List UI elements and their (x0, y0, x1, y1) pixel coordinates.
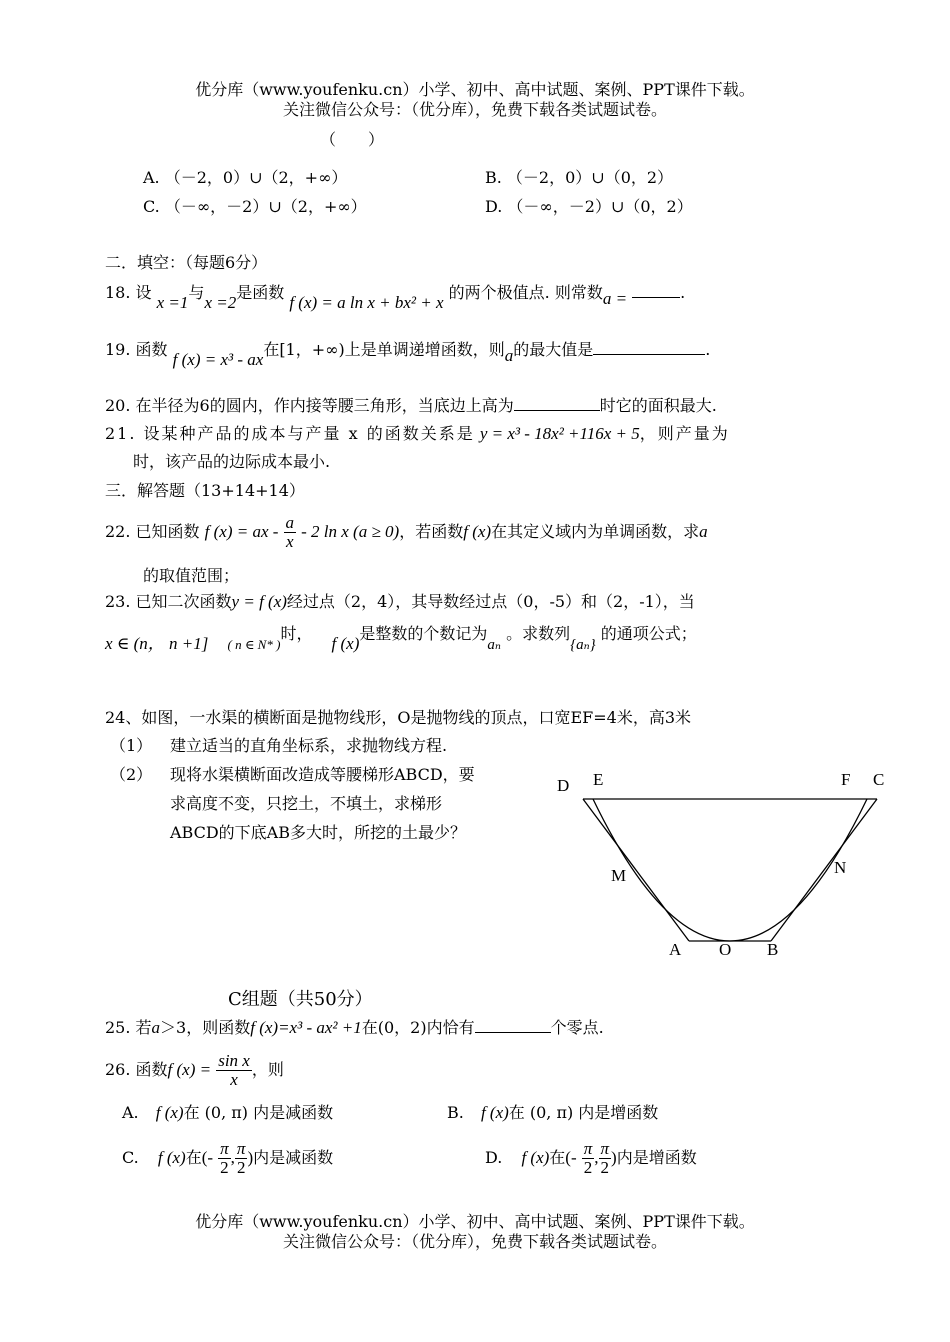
q24-part-1: 建立适当的直角坐标系，求抛物线方程. (170, 736, 448, 755)
q23-sequence: {aₙ} (570, 637, 596, 653)
label-n: N (834, 858, 847, 877)
q26-d-two-2: 2 (600, 1158, 610, 1177)
q26-c-comma: , (230, 1148, 235, 1167)
q26-b-label: B. (447, 1103, 464, 1122)
q17-answer-paren: （ ） (320, 130, 385, 149)
q18-a: a = (602, 289, 628, 308)
q23-number: 23. 已知二次函数 (105, 592, 232, 611)
q26-c-pi-2: π (236, 1139, 246, 1158)
q25-number: 25. 若 (105, 1018, 152, 1037)
q22-number: 22. 已知函数 (105, 522, 200, 541)
q26-d-comma: , (594, 1148, 599, 1167)
q22-function-left: f (x) = ax - (204, 522, 279, 541)
q22-function-right: - 2 ln x (a ≥ 0) (301, 522, 400, 541)
q21-line-2: 时，该产品的边际成本最小. (133, 452, 331, 471)
q26-c-two-2: 2 (236, 1158, 246, 1177)
q23-qiu: 。求数列 (506, 624, 571, 643)
q26-d-zai: 在 (549, 1148, 566, 1167)
q23-text: 经过点（2，4），其导数经过点（0，-5）和（2，-1），当 (286, 592, 695, 611)
q25-mid: 在(0，2)内恰有 (361, 1018, 475, 1037)
q20-text: 20. 在半径为6的圆内，作内接等腰三角形，当底边上高为 (105, 396, 514, 415)
q26-c-frac-2 (235, 1140, 248, 1177)
q26-number: 26. 函数 (105, 1060, 168, 1079)
q22 (105, 510, 708, 554)
q20-answer-blank (514, 396, 600, 411)
q24-part-2-num: （2） (110, 765, 153, 784)
q23-fx: f (x) (331, 634, 360, 653)
q26-b-text: 在 (0, π) 内是增函数 (508, 1103, 659, 1122)
q19-answer-blank (593, 340, 705, 355)
q25-answer-blank (475, 1018, 551, 1033)
q17-option-d: D. （－∞，－2）∪（0，2） (485, 197, 693, 216)
q19-number: 19. 函数 (105, 340, 168, 359)
q26-c-close: ) (247, 1148, 254, 1167)
q26-option-c (122, 1134, 333, 1182)
q26-c-zai: 在 (185, 1148, 202, 1167)
q26-c-pi-1: π (220, 1139, 229, 1158)
q25-function: f (x)=x³ - ax² +1 (250, 1018, 362, 1037)
q18 (105, 283, 686, 312)
q21-line-1 (105, 424, 730, 444)
canal-figure (540, 760, 900, 970)
q17-option-b: B. （－2，0）∪（0，2） (485, 168, 674, 187)
q25 (105, 1018, 604, 1038)
q25-text: ＞3，则函数 (160, 1018, 251, 1037)
q18-answer-blank (632, 283, 680, 298)
q21-function: y = x³ - 18x² +116x + 5 (479, 424, 640, 443)
q26-frac-bottom: x (230, 1070, 238, 1089)
q18-text: 的两个极值点. 则常数 (448, 283, 603, 302)
q22-frac-bottom: x (285, 532, 294, 551)
q23-zheng: 是整数的个数记为 (359, 624, 488, 643)
q20 (105, 396, 717, 416)
trapezoid-side-cb (771, 799, 877, 941)
q23-line-1 (105, 592, 695, 612)
q26-c-label: C. (122, 1148, 139, 1167)
q26-d-pi-2: π (600, 1139, 610, 1158)
q24-part-2-line-2: 求高度不变，只挖土，不填土，求梯形 (170, 794, 443, 813)
q26-d-pi-1: π (583, 1139, 593, 1158)
q26-d-fx: f (x) (521, 1148, 550, 1167)
q21-text: 21. 设某种产品的成本与产量 x 的函数关系是 (105, 424, 475, 443)
q18-x1: x =1 (156, 293, 189, 312)
q23-line-2 (105, 624, 697, 656)
q26-function-left: f (x) = (167, 1060, 212, 1079)
label-m: M (611, 866, 627, 885)
section-2-title: 二．填空：（每题6分） (105, 253, 268, 272)
q18-x2: x =2 (204, 293, 237, 312)
q26-d-two-1: 2 (583, 1158, 593, 1177)
header-line-2: 关注微信公众号：（优分库），免费下载各类试题试卷。 (282, 100, 667, 119)
q22-fx: f (x) (463, 522, 492, 541)
q23-function: y = f (x) (231, 592, 287, 611)
q26-a-label: A. (122, 1103, 139, 1122)
q19-tail: 的最大值是 (513, 340, 594, 359)
q22-a: a (699, 522, 708, 541)
label-a: A (669, 940, 682, 959)
q26-c-two-1: 2 (220, 1158, 229, 1177)
q26-d-text: 内是增函数 (616, 1148, 697, 1167)
q22-fraction (284, 514, 297, 551)
q26-d-frac-1 (582, 1140, 595, 1177)
q22-tail: 在其定义域内为单调函数，求 (491, 522, 700, 541)
q22-frac-top: a (285, 513, 295, 532)
q26-option-a (122, 1103, 333, 1123)
q26-c-text: 内是减函数 (253, 1148, 334, 1167)
q24-part-1-num: （1） (110, 736, 153, 755)
q24-line-1: 24、如图，一水渠的横断面是抛物线形，O是抛物线的顶点，口宽EF=4米，高3米 (105, 708, 692, 727)
q26-d-close: ) (611, 1148, 617, 1167)
q26-c-open: (- (201, 1148, 214, 1167)
parabola-curve (593, 799, 867, 941)
label-e: E (593, 770, 604, 789)
q26-c-fx: f (x) (157, 1148, 186, 1167)
q25-tail: 个零点. (550, 1018, 604, 1037)
q26-c-frac-1 (218, 1140, 231, 1177)
q22-line-2: 的取值范围； (143, 566, 240, 585)
label-c: C (873, 770, 885, 789)
q26-d-open: (- (565, 1148, 577, 1167)
q23-interval: x ∈ (n， n +1] (105, 634, 209, 653)
q17-option-a: A. （－2，0）∪（2，+∞） (143, 168, 348, 187)
q20-tail: 时它的面积最大. (599, 396, 717, 415)
q26-option-b (447, 1103, 658, 1123)
trapezoid-side-da (583, 799, 689, 941)
q26-b-fx: f (x) (480, 1103, 509, 1122)
footer-line-1: 优分库（www.youfenku.cn）小学、初中、高中试题、案例、PPT课件下载。 (195, 1212, 755, 1231)
q18-is-func: 是函数 (236, 283, 285, 302)
q25-a: a (151, 1018, 161, 1037)
q26-a-text: 在 (0, π) 内是减函数 (183, 1103, 334, 1122)
q24-part-2-line-1: 现将水渠横断面改造成等腰梯形ABCD，要 (170, 765, 475, 784)
q19-text: 在[1，+∞)上是单调递增函数，则 (263, 340, 505, 359)
section-3-title: 三．解答题（13+14+14） (105, 481, 305, 500)
q17-option-c: C. （－∞，－2）∪（2，+∞） (143, 197, 367, 216)
q18-with: 与 (188, 283, 205, 302)
q26-option-d (485, 1134, 697, 1182)
group-c-title: C组题（共50分） (228, 989, 373, 1010)
header-line-1: 优分库（www.youfenku.cn）小学、初中、高中试题、案例、PPT课件下载。 (195, 80, 755, 99)
q19-function: f (x) = x³ - ax (172, 350, 264, 369)
q19-a: a (504, 346, 514, 365)
q18-period: . (680, 283, 686, 302)
q26-d-label: D. (485, 1148, 503, 1167)
q26 (105, 1046, 284, 1094)
q26-a-fx: f (x) (155, 1103, 184, 1122)
footer-line-2: 关注微信公众号：（优分库），免费下载各类试题试卷。 (282, 1232, 667, 1251)
q18-function: f (x) = a ln x + bx² + x (289, 293, 444, 312)
q26-fraction (216, 1052, 252, 1089)
q19-period: . (705, 340, 711, 359)
q26-d-frac-2 (599, 1140, 612, 1177)
label-f: F (841, 770, 851, 789)
q22-text: ，若函数 (399, 522, 464, 541)
q21-text-tail: ，则产量为 (639, 424, 730, 443)
q19 (105, 340, 711, 369)
q23-condition: ( n ∈ N* ) (227, 637, 281, 652)
label-b: B (767, 940, 779, 959)
q23-an: aₙ (487, 637, 501, 653)
q26-frac-top: sin x (218, 1051, 250, 1070)
label-o: O (719, 940, 732, 959)
q18-number: 18. 设 (105, 283, 152, 302)
label-d: D (557, 776, 570, 795)
q23-end: 的通项公式； (600, 624, 697, 643)
q26-then: ，则 (251, 1060, 284, 1079)
q23-shi: 时， (280, 624, 313, 643)
q24-part-2-line-3: ABCD的下底AB多大时，所挖的土最少？ (170, 823, 466, 842)
